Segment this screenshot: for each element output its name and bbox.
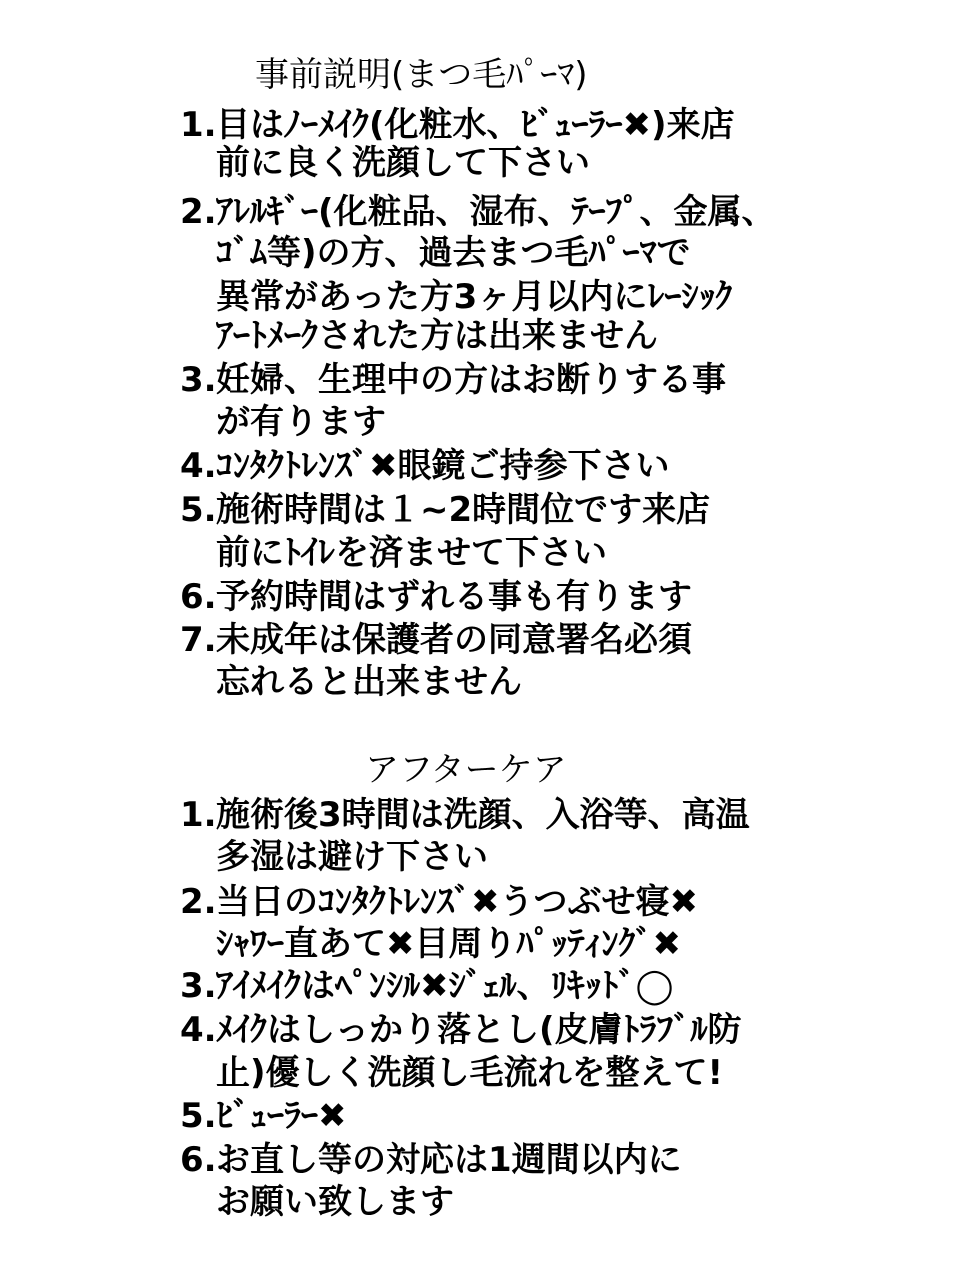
list-item bbox=[180, 446, 670, 486]
item-text: ｱｲﾒｲｸはﾍﾟﾝｼﾙ✖ｼﾞｪﾙ、ﾘｷｯﾄﾞ◯ bbox=[216, 966, 674, 1006]
item-text: 当日のｺﾝﾀｸﾄﾚﾝｽﾞ✖うつぶせ寝✖ bbox=[216, 882, 698, 922]
item-number: 5. bbox=[180, 1096, 217, 1136]
item-number: 6. bbox=[180, 1140, 217, 1180]
list-item bbox=[180, 192, 776, 232]
item-text: ｺﾝﾀｸﾄﾚﾝｽﾞ✖眼鏡ご持参下さい bbox=[216, 446, 670, 486]
item-text: 施術後3時間は洗顔、入浴等、高温 bbox=[216, 795, 750, 835]
item-text: ﾋﾞｭｰﾗｰ✖ bbox=[216, 1096, 347, 1136]
item-text: 予約時間はずれる事も有ります bbox=[216, 577, 692, 617]
list-item bbox=[180, 490, 710, 530]
list-item bbox=[180, 1140, 682, 1180]
list-item bbox=[180, 360, 726, 400]
list-item-continuation: ｱｰﾄﾒｰｸされた方は出来ません bbox=[216, 316, 658, 356]
item-text: 目はﾉｰﾒｲｸ(化粧水、ﾋﾞｭｰﾗｰ✖)来店 bbox=[216, 105, 735, 145]
list-item-continuation: 前にﾄｲﾚを済ませて下さい bbox=[216, 533, 607, 573]
item-text: お直し等の対応は1週間以内に bbox=[216, 1140, 682, 1180]
list-item bbox=[180, 1010, 742, 1050]
item-text: 施術時間は１~2時間位です来店 bbox=[216, 490, 711, 530]
item-number: 3. bbox=[180, 360, 217, 400]
list-item bbox=[180, 882, 698, 922]
item-number: 4. bbox=[180, 1010, 217, 1050]
list-item-continuation: 止)優しく洗顔し毛流れを整えて! bbox=[216, 1053, 724, 1093]
item-number: 4. bbox=[180, 446, 217, 486]
list-item bbox=[180, 620, 692, 660]
list-item-continuation: 多湿は避け下さい bbox=[216, 837, 488, 877]
list-item-continuation: 前に良く洗顔して下さい bbox=[216, 143, 590, 183]
list-item-continuation: 忘れると出来ません bbox=[216, 662, 522, 702]
list-item bbox=[180, 795, 750, 835]
list-item-continuation: ｺﾞﾑ等)の方、過去まつ毛ﾊﾟｰﾏで bbox=[216, 233, 691, 273]
item-text: ﾒｲｸはしっかり落とし(皮膚ﾄﾗﾌﾞﾙ防 bbox=[216, 1010, 742, 1050]
item-number: 7. bbox=[180, 620, 217, 660]
list-item bbox=[180, 105, 735, 145]
pre-explanation-heading: 事前説明(まつ毛ﾊﾟｰﾏ) bbox=[255, 55, 588, 95]
aftercare-heading: アフターケア bbox=[365, 750, 567, 790]
item-number: 5. bbox=[180, 490, 217, 530]
item-number: 1. bbox=[180, 105, 217, 145]
list-item bbox=[180, 1096, 347, 1136]
list-item-continuation: お願い致します bbox=[216, 1182, 454, 1222]
list-item-continuation: 異常があった方3ヶ月以内にﾚｰｼｯｸ bbox=[216, 277, 733, 317]
list-item bbox=[180, 966, 674, 1006]
item-text: 妊婦、生理中の方はお断りする事 bbox=[216, 360, 726, 400]
list-item-continuation: が有ります bbox=[216, 402, 386, 442]
item-number: 1. bbox=[180, 795, 217, 835]
item-number: 6. bbox=[180, 577, 217, 617]
list-item bbox=[180, 577, 692, 617]
item-number: 2. bbox=[180, 192, 217, 232]
item-text: 未成年は保護者の同意署名必須 bbox=[216, 620, 692, 660]
item-number: 2. bbox=[180, 882, 217, 922]
item-text: ｱﾚﾙｷﾞｰ(化粧品、湿布、ﾃｰﾌﾟ、金属、 bbox=[216, 192, 776, 232]
list-item-continuation: ｼｬﾜｰ直あて✖目周りﾊﾟｯﾃｨﾝｸﾞ✖ bbox=[216, 924, 681, 964]
item-number: 3. bbox=[180, 966, 217, 1006]
